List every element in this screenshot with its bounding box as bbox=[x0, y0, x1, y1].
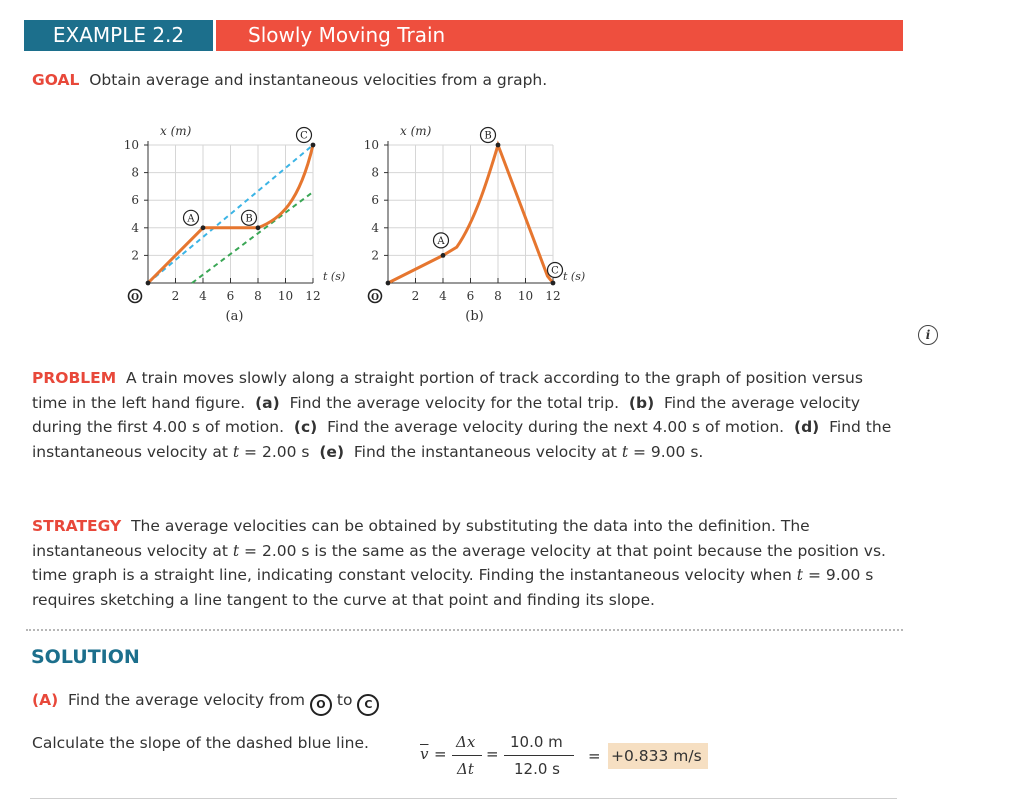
problem-c-label: (c) bbox=[293, 418, 318, 436]
strategy-var-2: t bbox=[796, 566, 804, 584]
point-a-marker-label: A bbox=[437, 235, 445, 247]
goal-paragraph bbox=[32, 68, 547, 93]
strategy-text-2: = 2.00 s is the same as the average velocity at that point because the position vs. time graph is a straight line, indicating constant velocity. Finding the instantaneous velocity when bbox=[32, 541, 886, 584]
part-a-label: (A) bbox=[32, 691, 59, 709]
x-tick-label: 12 bbox=[305, 289, 321, 303]
position-time-figure bbox=[110, 118, 610, 333]
eq-v: $\overline{v}$ bbox=[420, 745, 429, 763]
problem-d-val: = 2.00 s bbox=[244, 442, 310, 461]
graph-caption: (b) bbox=[465, 309, 484, 324]
goal-text: Obtain average and instantaneous velocities from a graph. bbox=[89, 71, 548, 89]
point-a-marker-label: A bbox=[187, 213, 195, 225]
data-point bbox=[256, 225, 261, 230]
example-title: Slowly Moving Train bbox=[216, 20, 903, 51]
y-tick-label: 4 bbox=[371, 220, 379, 235]
x-axis-label: t (s) bbox=[323, 270, 346, 283]
data-point bbox=[146, 281, 151, 286]
eq-equals-3: = bbox=[588, 747, 601, 765]
eq-equals-2: = bbox=[486, 745, 499, 763]
problem-e-label: (e) bbox=[319, 442, 345, 461]
eq-delta-t: Δt bbox=[457, 760, 474, 778]
graph-caption: (a) bbox=[225, 309, 244, 324]
x-tick-label: 10 bbox=[277, 289, 294, 303]
x-tick-label: 6 bbox=[466, 289, 475, 303]
problem-d-text: Find the instantaneous velocity at bbox=[32, 418, 892, 461]
eq-delta-x: Δx bbox=[456, 733, 476, 751]
goal-label: GOAL bbox=[32, 71, 80, 89]
x-axis-label: t (s) bbox=[563, 270, 586, 283]
origin-label: O bbox=[131, 293, 139, 303]
y-tick-label: 2 bbox=[371, 248, 379, 263]
part-a-text: Find the average velocity from bbox=[68, 691, 306, 709]
x-tick-label: 4 bbox=[199, 289, 207, 303]
problem-c-text: Find the average velocity during the next 4.00 s of motion. bbox=[327, 418, 785, 436]
tangent-line bbox=[192, 192, 313, 283]
example-label: EXAMPLE 2.2 bbox=[24, 20, 213, 51]
origin-label: O bbox=[371, 293, 379, 303]
problem-e-var: t bbox=[621, 442, 629, 461]
x-tick-label: 6 bbox=[226, 289, 235, 303]
x-tick-label: 10 bbox=[517, 289, 534, 303]
bottom-divider bbox=[30, 798, 897, 799]
problem-intro: A train moves slowly along a straight portion of track according to the graph of position versus time in the left hand figure. bbox=[32, 369, 863, 412]
y-tick-label: 2 bbox=[131, 248, 139, 263]
problem-a-text: Find the average velocity for the total trip. bbox=[289, 393, 620, 412]
y-tick-label: 10 bbox=[363, 138, 379, 152]
data-point bbox=[386, 281, 391, 286]
y-tick-label: 4 bbox=[131, 220, 139, 235]
eq-equals-1: = bbox=[434, 745, 447, 763]
data-point bbox=[201, 225, 206, 230]
y-axis-label: x (m) bbox=[400, 124, 432, 138]
problem-b-label: (b) bbox=[628, 393, 655, 412]
problem-e-text: Find the instantaneous velocity at bbox=[353, 442, 617, 461]
data-point bbox=[311, 143, 316, 148]
eq-denominator: 12.0 s bbox=[514, 760, 560, 778]
example-banner bbox=[24, 20, 903, 51]
strategy-var-1: t bbox=[232, 541, 240, 560]
calc-instruction: Calculate the slope of the dashed blue line. bbox=[32, 734, 369, 752]
data-point bbox=[551, 281, 556, 286]
y-axis-label: x (m) bbox=[160, 124, 192, 138]
part-a-line bbox=[32, 688, 379, 716]
info-icon[interactable]: i bbox=[918, 325, 938, 345]
y-tick-label: 10 bbox=[123, 138, 139, 152]
part-a-to: to bbox=[336, 691, 353, 709]
strategy-label: STRATEGY bbox=[32, 517, 122, 535]
x-tick-label: 2 bbox=[171, 289, 180, 303]
x-tick-label: 8 bbox=[494, 289, 502, 303]
result-value: +0.833 m/s bbox=[608, 743, 708, 769]
strategy-paragraph bbox=[32, 514, 902, 612]
strategy-text-3: = 9.00 s requires sketching a line tangent to the curve at that point and finding its slope. bbox=[32, 566, 874, 609]
problem-b-text: Find the average velocity during the first 4.00 s of motion. bbox=[32, 393, 861, 436]
y-tick-label: 6 bbox=[371, 193, 379, 208]
problem-d-var: t bbox=[232, 442, 240, 461]
data-point bbox=[496, 143, 501, 148]
y-tick-label: 6 bbox=[131, 193, 139, 208]
eq-numerator: 10.0 m bbox=[510, 733, 563, 751]
problem-paragraph bbox=[32, 366, 892, 464]
point-c-marker-label: C bbox=[551, 265, 559, 277]
point-b-marker-label: B bbox=[245, 213, 253, 225]
data-point bbox=[441, 253, 446, 258]
y-tick-label: 8 bbox=[131, 165, 139, 180]
problem-label: PROBLEM bbox=[32, 369, 117, 387]
problem-e-val: = 9.00 s. bbox=[632, 442, 704, 461]
strategy-text-1: The average velocities can be obtained by substituting the data into the definition. The instantaneous velocity at bbox=[32, 517, 810, 560]
point-c-symbol: C bbox=[357, 694, 379, 716]
point-c-marker-label: C bbox=[300, 130, 308, 142]
y-tick-label: 8 bbox=[371, 165, 379, 180]
problem-d-label: (d) bbox=[793, 418, 820, 436]
x-tick-label: 4 bbox=[439, 289, 447, 303]
x-tick-label: 12 bbox=[545, 289, 561, 303]
solution-heading: SOLUTION bbox=[31, 646, 140, 668]
graph-b bbox=[364, 124, 585, 324]
problem-a-label: (a) bbox=[255, 393, 280, 412]
graph-a bbox=[124, 124, 345, 324]
x-tick-label: 8 bbox=[254, 289, 262, 303]
point-b-marker-label: B bbox=[484, 130, 492, 142]
x-tick-label: 2 bbox=[411, 289, 420, 303]
section-divider bbox=[26, 629, 903, 631]
origin-point-symbol: O bbox=[310, 694, 332, 716]
